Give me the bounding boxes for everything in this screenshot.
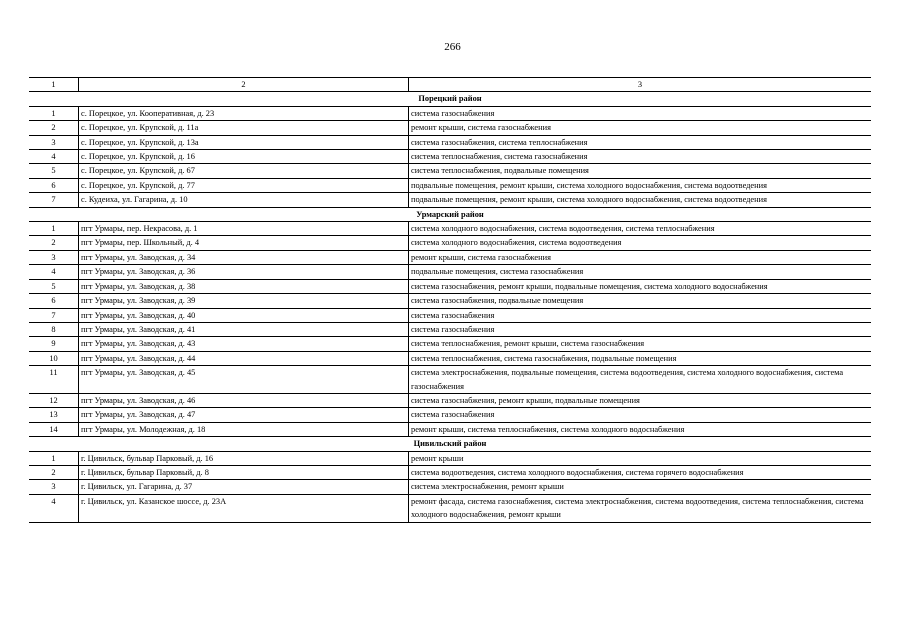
row-number: 7	[29, 308, 79, 322]
row-number: 5	[29, 164, 79, 178]
section-title: Порецкий район	[29, 92, 871, 106]
row-number: 2	[29, 121, 79, 135]
row-number: 2	[29, 236, 79, 250]
table-row	[29, 451, 871, 465]
row-works: подвальные помещения, система газоснабжения	[409, 265, 872, 279]
row-address: с. Порецкое, ул. Крупской, д. 11а	[79, 121, 409, 135]
table-row	[29, 236, 871, 250]
row-works: система электроснабжения, ремонт крыши	[409, 480, 872, 494]
section-row	[29, 207, 871, 221]
row-works: система газоснабжения	[409, 322, 872, 336]
table-row	[29, 279, 871, 293]
section-row	[29, 437, 871, 451]
row-number: 14	[29, 422, 79, 436]
page-number: 266	[444, 41, 461, 53]
row-address: г. Цивильск, бульвар Парковый, д. 8	[79, 465, 409, 479]
row-address: пгт Урмары, пер. Школьный, д. 4	[79, 236, 409, 250]
row-address: пгт Урмары, ул. Заводская, д. 38	[79, 279, 409, 293]
row-address: с. Порецкое, ул. Крупской, д. 13а	[79, 135, 409, 149]
table-row	[29, 351, 871, 365]
row-works: система газоснабжения	[409, 408, 872, 422]
table-row	[29, 250, 871, 264]
table-row	[29, 422, 871, 436]
row-number: 7	[29, 193, 79, 207]
row-number: 4	[29, 265, 79, 279]
row-address: пгт Урмары, ул. Заводская, д. 45	[79, 366, 409, 394]
row-number: 4	[29, 150, 79, 164]
row-number: 9	[29, 337, 79, 351]
table-row	[29, 465, 871, 479]
table-row	[29, 494, 871, 522]
table-row	[29, 121, 871, 135]
header-col-3: 3	[409, 78, 872, 92]
table-row	[29, 366, 871, 394]
row-number: 4	[29, 494, 79, 522]
row-works: система газоснабжения, ремонт крыши, подвальные помещения, система холодного водоснабжения	[409, 279, 872, 293]
row-number: 3	[29, 480, 79, 494]
table-row	[29, 294, 871, 308]
row-address: пгт Урмары, ул. Заводская, д. 36	[79, 265, 409, 279]
row-works: система теплоснабжения, подвальные помещения	[409, 164, 872, 178]
row-number: 12	[29, 393, 79, 407]
row-works: система газоснабжения, система теплоснабжения	[409, 135, 872, 149]
row-number: 8	[29, 322, 79, 336]
row-works: ремонт крыши	[409, 451, 872, 465]
section-row	[29, 92, 871, 106]
repair-table	[29, 77, 871, 523]
row-address: пгт Урмары, ул. Заводская, д. 39	[79, 294, 409, 308]
table-row	[29, 393, 871, 407]
row-address: г. Цивильск, ул. Гагарина, д. 37	[79, 480, 409, 494]
row-address: с. Порецкое, ул. Крупской, д. 16	[79, 150, 409, 164]
table-row	[29, 222, 871, 236]
row-address: пгт Урмары, ул. Заводская, д. 47	[79, 408, 409, 422]
table-row	[29, 265, 871, 279]
row-works: система водоотведения, система холодного водоснабжения, система горячего водоснабжения	[409, 465, 872, 479]
row-works: ремонт крыши, система теплоснабжения, система холодного водоснабжения	[409, 422, 872, 436]
row-address: пгт Урмары, ул. Заводская, д. 46	[79, 393, 409, 407]
row-works: система теплоснабжения, система газоснабжения, подвальные помещения	[409, 351, 872, 365]
row-number: 3	[29, 135, 79, 149]
row-address: с. Порецкое, ул. Крупской, д. 77	[79, 178, 409, 192]
table-row	[29, 322, 871, 336]
row-number: 1	[29, 451, 79, 465]
row-works: система газоснабжения	[409, 308, 872, 322]
table-row	[29, 480, 871, 494]
row-works: система газоснабжения	[409, 106, 872, 120]
table-header-row	[29, 78, 871, 92]
row-works: ремонт крыши, система газоснабжения	[409, 250, 872, 264]
section-title: Урмарский район	[29, 207, 871, 221]
row-works: подвальные помещения, ремонт крыши, система холодного водоснабжения, система водоотведения	[409, 193, 872, 207]
row-number: 13	[29, 408, 79, 422]
row-works: система теплоснабжения, система газоснабжения	[409, 150, 872, 164]
row-address: г. Цивильск, ул. Казанское шоссе, д. 23А	[79, 494, 409, 522]
table-row	[29, 164, 871, 178]
row-number: 1	[29, 222, 79, 236]
row-address: пгт Урмары, ул. Заводская, д. 34	[79, 250, 409, 264]
row-address: с. Порецкое, ул. Кооперативная, д. 23	[79, 106, 409, 120]
table-row	[29, 308, 871, 322]
row-address: пгт Урмары, ул. Заводская, д. 40	[79, 308, 409, 322]
row-address: с. Кудеиха, ул. Гагарина, д. 10	[79, 193, 409, 207]
row-works: система газоснабжения, ремонт крыши, подвальные помещения	[409, 393, 872, 407]
header-col-2: 2	[79, 78, 409, 92]
table-row	[29, 337, 871, 351]
table-row	[29, 178, 871, 192]
section-title: Цивильский район	[29, 437, 871, 451]
row-number: 5	[29, 279, 79, 293]
row-works: система холодного водоснабжения, система водоотведения	[409, 236, 872, 250]
table-row	[29, 106, 871, 120]
row-number: 11	[29, 366, 79, 394]
row-address: г. Цивильск, бульвар Парковый, д. 16	[79, 451, 409, 465]
row-works: система электроснабжения, подвальные помещения, система водоотведения, система холодного водоснабжения, система газоснабжения	[409, 366, 872, 394]
row-works: подвальные помещения, ремонт крыши, система холодного водоснабжения, система водоотведения	[409, 178, 872, 192]
row-works: ремонт фасада, система газоснабжения, система электроснабжения, система водоотведения, система теплоснабжения, система холодного водоснабжения, ремонт крыши	[409, 494, 872, 522]
row-works: система теплоснабжения, ремонт крыши, система газоснабжения	[409, 337, 872, 351]
row-number: 1	[29, 106, 79, 120]
header-col-1: 1	[29, 78, 79, 92]
row-number: 6	[29, 294, 79, 308]
row-works: система газоснабжения, подвальные помещения	[409, 294, 872, 308]
row-address: пгт Урмары, пер. Некрасова, д. 1	[79, 222, 409, 236]
row-number: 10	[29, 351, 79, 365]
row-address: пгт Урмары, ул. Молодежная, д. 18	[79, 422, 409, 436]
table-row	[29, 150, 871, 164]
table-body	[29, 78, 871, 523]
row-address: пгт Урмары, ул. Заводская, д. 44	[79, 351, 409, 365]
row-number: 6	[29, 178, 79, 192]
row-works: система холодного водоснабжения, система водоотведения, система теплоснабжения	[409, 222, 872, 236]
row-address: с. Порецкое, ул. Крупской, д. 67	[79, 164, 409, 178]
table-row	[29, 408, 871, 422]
row-works: ремонт крыши, система газоснабжения	[409, 121, 872, 135]
row-number: 3	[29, 250, 79, 264]
row-number: 2	[29, 465, 79, 479]
row-address: пгт Урмары, ул. Заводская, д. 43	[79, 337, 409, 351]
table-row	[29, 135, 871, 149]
row-address: пгт Урмары, ул. Заводская, д. 41	[79, 322, 409, 336]
table-row	[29, 193, 871, 207]
